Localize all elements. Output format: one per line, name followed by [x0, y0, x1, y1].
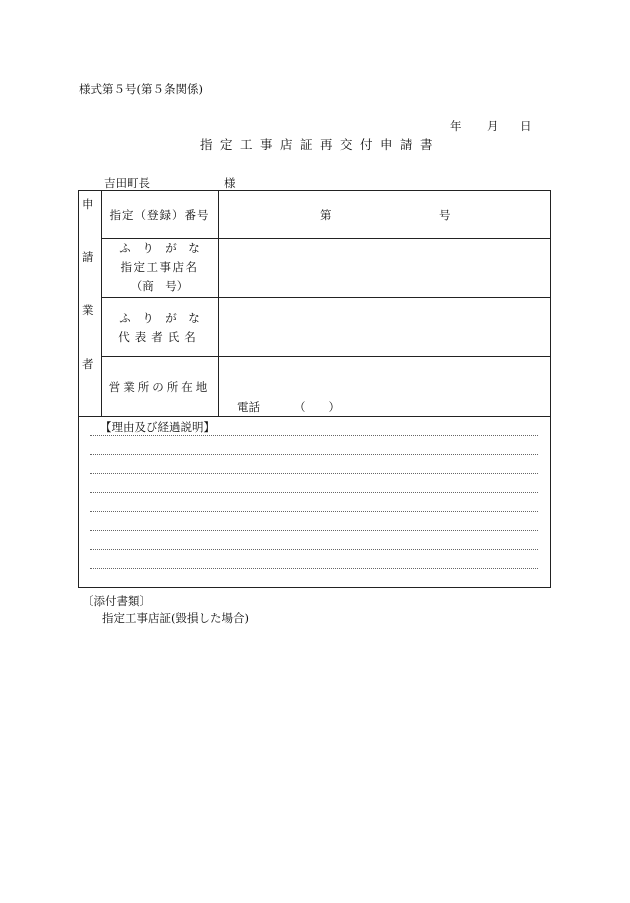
- shop-trade-label: （商 号）: [130, 279, 189, 293]
- reason-line: [90, 568, 538, 569]
- telephone-area-code-parens: （ ）: [294, 400, 340, 414]
- reason-heading: 【理由及び経過説明】: [100, 420, 215, 434]
- date-year-label: 年: [450, 119, 462, 133]
- reason-line: [90, 530, 538, 531]
- registration-number-suffix: 号: [439, 208, 451, 222]
- shop-name-label: 指定工事店名: [120, 260, 199, 274]
- row-divider-1: [101, 238, 551, 239]
- label-column-divider: [218, 190, 219, 416]
- row-divider-3: [101, 356, 551, 357]
- reason-line: [90, 511, 538, 512]
- applicant-char-2: 請: [82, 250, 94, 264]
- representative-name-label: 代表者氏名: [118, 330, 201, 344]
- attachments-heading: 〔添付書類〕: [82, 594, 151, 608]
- attachment-item: 指定工事店証(毀損した場合): [102, 611, 249, 625]
- date-day-label: 日: [520, 119, 532, 133]
- reason-line: [90, 454, 538, 455]
- date-month-label: 月: [487, 119, 499, 133]
- applicant-char-4: 者: [82, 357, 94, 371]
- addressee: 吉田町長: [104, 176, 150, 190]
- reason-line: [90, 492, 538, 493]
- document-title: 指定工事店証再交付申請書: [199, 137, 440, 152]
- applicant-char-1: 申: [82, 197, 94, 211]
- reason-line: [90, 435, 538, 436]
- row-divider-4: [78, 416, 551, 417]
- shop-furigana-label: ふ り が な: [119, 241, 200, 255]
- registration-number-label: 指定（登録）番号: [109, 208, 210, 222]
- reason-line: [90, 549, 538, 550]
- representative-furigana-label: ふ り が な: [119, 311, 200, 325]
- reason-line: [90, 473, 538, 474]
- office-address-label: 営業所の所在地: [108, 380, 211, 394]
- honorific: 様: [224, 176, 236, 190]
- registration-number-prefix: 第: [320, 208, 332, 222]
- row-divider-2: [101, 297, 551, 298]
- form-reference: 様式第５号(第５条関係): [79, 82, 203, 96]
- telephone-label: 電話: [237, 400, 260, 414]
- applicant-char-3: 業: [82, 303, 94, 317]
